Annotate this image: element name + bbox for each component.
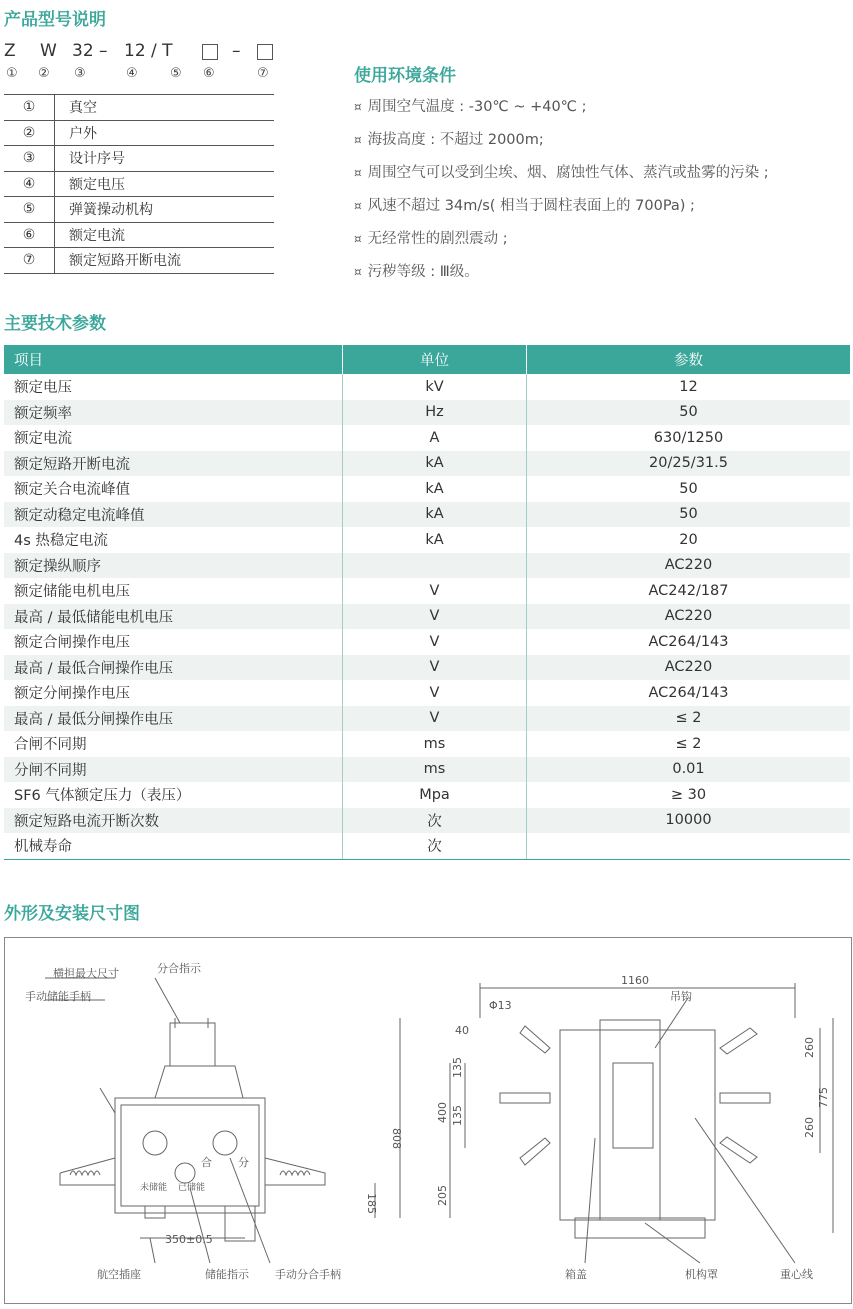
- label-energy-ind: 储能指示: [205, 1268, 249, 1281]
- legend-num: ②: [4, 120, 55, 146]
- params-cell-item: 合闸不同期: [4, 731, 343, 757]
- legend-text: 额定电压: [55, 171, 275, 197]
- label-indicator: 分合指示: [157, 962, 201, 975]
- env-item-text: 周围空气温度 : -30℃ ~ +40℃ ;: [367, 99, 587, 115]
- params-cell-value: 630/1250: [653, 429, 724, 446]
- params-row: [4, 655, 850, 681]
- legend-row: [4, 171, 274, 197]
- model-code-dash: –: [232, 41, 241, 61]
- params-cell-item: 额定分闸操作电压: [4, 680, 343, 706]
- legend-row: [4, 222, 274, 248]
- model-code-box-1: [202, 44, 218, 60]
- env-item-text: 污秽等级 : Ⅲ级。: [367, 264, 479, 280]
- bullet-icon: ¤: [354, 265, 362, 279]
- left-hood-shape: [155, 1066, 243, 1098]
- label-dim-260a: 260: [803, 1037, 816, 1058]
- params-cell-item: 分闸不同期: [4, 757, 343, 783]
- env-item: [354, 260, 769, 293]
- params-row: [4, 629, 850, 655]
- label-dim-775: 775: [817, 1087, 830, 1108]
- code-num-5: ⑤: [170, 66, 182, 81]
- left-bushing-left-shape: [60, 1158, 115, 1185]
- params-row: [4, 527, 850, 553]
- label-dim-135b: 135: [451, 1105, 464, 1126]
- params-cell-item: 额定动稳定电流峰值: [4, 502, 343, 528]
- params-cell-unit: kA: [343, 451, 527, 477]
- params-cell-value: AC264/143: [648, 633, 729, 650]
- model-code-12t: 12 / T: [124, 41, 173, 61]
- params-cell-value: [527, 833, 851, 859]
- params-cell-value: AC220: [527, 655, 851, 681]
- params-cell-value: 20/25/31.5: [527, 451, 851, 477]
- env-item: [354, 128, 769, 161]
- params-row: [4, 400, 850, 426]
- params-cell-item: 额定合闸操作电压: [4, 629, 343, 655]
- label-dim-135a: 135: [451, 1057, 464, 1078]
- params-cell-item: SF6 气体额定压力（表压）: [4, 782, 343, 808]
- model-code-z: Z: [4, 41, 16, 61]
- params-cell-unit: ms: [343, 731, 527, 757]
- params-cell-item: 最高 / 最低分闸操作电压: [4, 706, 343, 732]
- label-aviation: 航空插座: [97, 1268, 141, 1281]
- params-cell-item: 额定短路开断电流: [4, 451, 343, 477]
- params-row: [4, 680, 850, 706]
- label-not-stored: 未储能: [140, 1183, 168, 1193]
- env-item: [354, 227, 769, 260]
- left-gauge-2-shape: [213, 1131, 237, 1155]
- env-item: [354, 161, 769, 194]
- params-cell-unit: kA: [343, 527, 527, 553]
- params-cell-item: 4s 热稳定电流: [4, 527, 343, 553]
- params-section-title: 主要技术参数: [4, 314, 106, 334]
- env-item-text: 海拔高度 : 不超过 2000m;: [367, 132, 544, 148]
- params-cell-value: 0.01: [527, 757, 851, 783]
- env-item-text: 风速不超过 34m/s( 相当于圆柱表面上的 700Pa) ;: [367, 198, 695, 214]
- model-code-w: W: [40, 41, 57, 61]
- params-table: [4, 345, 850, 860]
- label-stored: 已储能: [178, 1183, 206, 1193]
- params-cell-unit: ms: [343, 757, 527, 783]
- params-cell-item: 最高 / 最低储能电机电压: [4, 604, 343, 630]
- dimension-drawing: [4, 937, 852, 1304]
- params-row: [4, 502, 850, 528]
- label-manual-switch: 手动分合手柄: [275, 1268, 341, 1281]
- legend-num: ④: [4, 171, 55, 197]
- model-code-box-2: [257, 44, 273, 60]
- label-dim-205: 205: [436, 1185, 449, 1206]
- params-cell-unit: 次: [343, 833, 527, 859]
- code-num-1: ①: [6, 66, 18, 81]
- params-row: [4, 374, 850, 400]
- params-cell-value: 20: [679, 531, 698, 548]
- params-row: [4, 451, 850, 477]
- params-header-item: 项目: [4, 345, 343, 374]
- params-row: [4, 782, 850, 808]
- params-row: [4, 833, 850, 859]
- env-item-text: 无经常性的剧烈震动 ;: [367, 231, 508, 247]
- params-cell-value: AC220: [527, 553, 851, 579]
- params-cell-unit: Hz: [343, 400, 527, 426]
- bullet-icon: ¤: [354, 199, 362, 213]
- legend-text: 户外: [55, 120, 275, 146]
- params-cell-value: AC220: [527, 604, 851, 630]
- label-box-cover: 箱盖: [565, 1268, 587, 1281]
- right-mechanism-shape: [600, 1020, 660, 1220]
- params-cell-unit: V: [343, 680, 527, 706]
- params-cell-item: 额定储能电机电压: [4, 578, 343, 604]
- params-cell-unit: V: [343, 655, 527, 681]
- legend-text: 弹簧操动机构: [55, 197, 275, 223]
- legend-num: ①: [4, 95, 55, 121]
- params-cell-unit: V: [343, 604, 527, 630]
- legend-text: 额定电流: [55, 222, 275, 248]
- label-mech-cover: 机构罩: [685, 1268, 718, 1281]
- params-cell-unit: kA: [343, 502, 527, 528]
- label-phi13: Φ13: [489, 999, 512, 1012]
- params-cell-value: ≤ 2: [527, 706, 851, 732]
- code-num-2: ②: [38, 66, 50, 81]
- model-code-32: 32 –: [72, 41, 108, 61]
- params-cell-item: 额定操纵顺序: [4, 553, 343, 579]
- params-header-unit: 单位: [343, 345, 527, 374]
- code-num-7: ⑦: [257, 66, 269, 81]
- right-bushing-1-shape: [520, 1026, 550, 1053]
- params-row: [4, 425, 850, 451]
- params-cell-value: 50: [527, 400, 851, 426]
- legend-row: [4, 197, 274, 223]
- code-num-6: ⑥: [203, 66, 215, 81]
- legend-num: ⑤: [4, 197, 55, 223]
- label-close: 合: [201, 1156, 212, 1169]
- params-cell-value: 50: [527, 502, 851, 528]
- params-header-row: [4, 345, 850, 374]
- left-gauge-3-shape: [175, 1163, 195, 1183]
- model-legend-table: [4, 94, 274, 274]
- legend-num: ⑦: [4, 248, 55, 274]
- env-section-title: 使用环境条件: [354, 66, 456, 86]
- label-dim-400: 400: [436, 1102, 449, 1123]
- params-body: [4, 374, 850, 859]
- legend-text: 设计序号: [55, 146, 275, 172]
- legend-num: ⑥: [4, 222, 55, 248]
- params-cell-unit: Mpa: [343, 782, 527, 808]
- params-cell-item: 最高 / 最低合闸操作电压: [4, 655, 343, 681]
- params-cell-item: 额定电流: [4, 425, 343, 451]
- params-cell-unit: A: [343, 425, 527, 451]
- right-bushing-2-shape: [500, 1093, 550, 1103]
- label-dim-808: 808: [390, 1128, 403, 1149]
- label-handle: 手动储能手柄: [25, 990, 91, 1003]
- params-cell-unit: V: [343, 706, 527, 732]
- legend-text: 真空: [55, 95, 275, 121]
- params-row: [4, 706, 850, 732]
- code-num-4: ④: [126, 66, 138, 81]
- env-item: [354, 95, 769, 128]
- env-item: [354, 194, 769, 227]
- env-list: [354, 95, 769, 293]
- params-cell-value: AC264/143: [648, 684, 729, 701]
- env-item-text: 周围空气可以受到尘埃、烟、腐蚀性气体、蒸汽或盐雾的污染 ;: [367, 165, 769, 181]
- right-cabinet-shape: [560, 1030, 715, 1220]
- legend-row: [4, 146, 274, 172]
- label-dim-40: 40: [455, 1024, 469, 1037]
- left-gauge-1-shape: [143, 1131, 167, 1155]
- params-cell-value: ≥ 30: [670, 786, 707, 803]
- legend-num: ③: [4, 146, 55, 172]
- params-cell-unit: kA: [343, 476, 527, 502]
- params-cell-unit: [343, 553, 527, 579]
- params-cell-item: 额定关合电流峰值: [4, 476, 343, 502]
- params-cell-value: 50: [679, 480, 698, 497]
- label-dim-1160: 1160: [621, 974, 649, 987]
- bullet-icon: ¤: [354, 166, 362, 180]
- legend-row: [4, 95, 274, 121]
- label-crossarm: 横担最大尺寸: [53, 967, 119, 980]
- params-cell-value: AC242/187: [648, 582, 729, 599]
- left-crossarm-shape: [170, 1023, 215, 1066]
- bullet-icon: ¤: [354, 232, 362, 246]
- label-open: 分: [238, 1156, 249, 1169]
- params-cell-item: 额定短路电流开断次数: [4, 808, 343, 834]
- params-row: [4, 808, 850, 834]
- model-section-title: 产品型号说明: [4, 10, 106, 30]
- params-header-value: 参数: [527, 345, 851, 374]
- params-row: [4, 731, 850, 757]
- label-dim-350: 350±0.5: [165, 1233, 213, 1246]
- label-dim-185: 185: [365, 1193, 378, 1214]
- params-row: [4, 604, 850, 630]
- drawing-section-title: 外形及安装尺寸图: [4, 904, 140, 924]
- params-row: [4, 476, 850, 502]
- params-cell-value: 10000: [527, 808, 851, 834]
- params-cell-unit: 次: [343, 808, 527, 834]
- bullet-icon: ¤: [354, 133, 362, 147]
- dimension-drawing-svg: [5, 938, 851, 1303]
- params-cell-item: 额定电压: [4, 374, 343, 400]
- params-cell-unit: kV: [343, 374, 527, 400]
- params-cell-item: 机械寿命: [4, 833, 343, 859]
- right-bushing-3-shape: [520, 1138, 550, 1165]
- legend-row: [4, 248, 274, 274]
- params-cell-value: 12: [679, 378, 698, 395]
- legend-text: 额定短路开断电流: [55, 248, 275, 274]
- params-row: [4, 578, 850, 604]
- legend-row: [4, 120, 274, 146]
- label-cg-line: 重心线: [780, 1268, 813, 1281]
- params-cell-value: ≤ 2: [675, 735, 702, 752]
- params-cell-unit: V: [343, 578, 527, 604]
- params-cell-unit: V: [343, 629, 527, 655]
- bullet-icon: ¤: [354, 100, 362, 114]
- label-dim-260b: 260: [803, 1117, 816, 1138]
- params-row: [4, 553, 850, 579]
- code-num-3: ③: [74, 66, 86, 81]
- label-hook: 吊钩: [670, 990, 692, 1003]
- params-row: [4, 757, 850, 783]
- params-cell-item: 额定频率: [4, 400, 343, 426]
